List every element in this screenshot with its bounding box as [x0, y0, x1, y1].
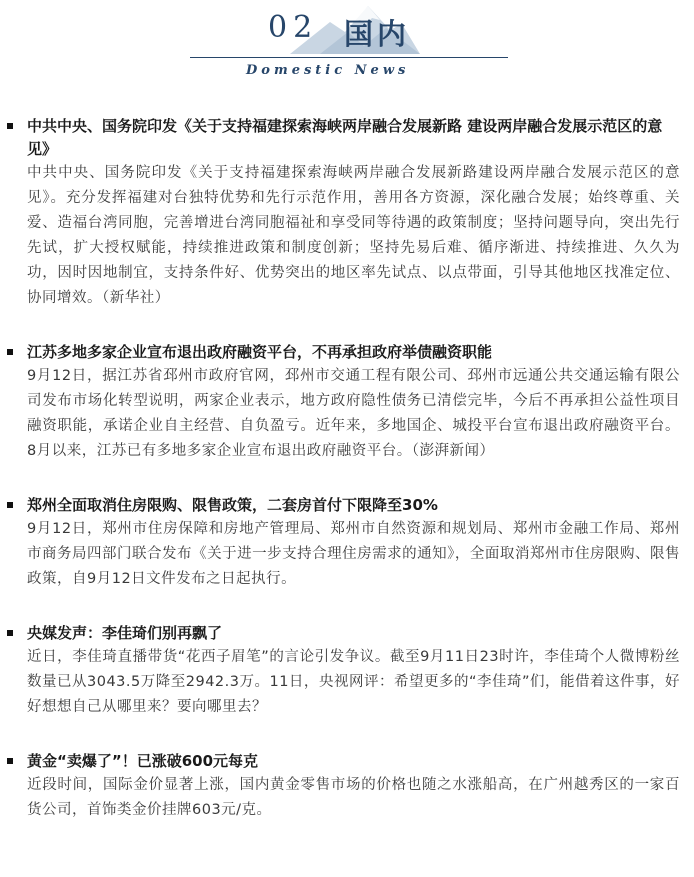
bullet-icon — [7, 758, 13, 764]
news-item — [0, 750, 694, 823]
news-title[interactable]: 中共中央、国务院印发《关于支持福建探索海峡两岸融合发展新路 建设两岸融合发展示范区的意见》 — [27, 117, 663, 158]
news-title[interactable]: 黄金“卖爆了”！已涨破600元每克 — [27, 752, 259, 770]
news-item — [0, 341, 694, 464]
section-title: 国内 — [344, 17, 411, 51]
news-title-row — [0, 750, 694, 773]
news-title[interactable]: 江苏多地多家企业宣布退出政府融资平台，不再承担政府举债融资职能 — [27, 343, 493, 361]
news-title-row — [0, 622, 694, 645]
section-header — [0, 0, 694, 95]
bullet-icon — [7, 123, 13, 129]
news-title[interactable]: 郑州全面取消住房限购、限售政策，二套房首付下限降至30% — [27, 496, 438, 514]
news-title-row — [0, 115, 694, 161]
news-title-row — [0, 341, 694, 364]
news-body: 9月12日，郑州市住房保障和房地产管理局、郑州市自然资源和规划局、郑州市金融工作局、郑州市商务局四部门联合发布《关于进一步支持合理住房需求的通知》，全面取消郑州市住房限购、限售政策，自9月12日文件发布之日起执行。 — [27, 521, 680, 587]
news-body: 中共中央、国务院印发《关于支持福建探索海峡两岸融合发展新路建设两岸融合发展示范区的意见》。充分发挥福建对台独特优势和先行示范作用，善用各方资源，深化融合发展；始终尊重、关爱、造福台湾同胞，完善增进台湾同胞福祉和享受同等待遇的政策制度；坚持问题导向，突出先行先试，扩大授权赋能，持续推进政策和制度创新；坚持先易后难、循序渐进、持续推进、久久为功，因时因地制宜，支持条件好、优势突出的地区率先试点、以点带面，引导其他地区找准定位、协同增效。（新华社） — [27, 165, 680, 306]
news-title-row — [0, 494, 694, 517]
section-subtitle: Domestic News — [246, 63, 410, 78]
news-body: 9月12日，据江苏省邳州市政府官网，邳州市交通工程有限公司、邳州市远通公共交通运输有限公司发布市场化转型说明，两家企业表示，地方政府隐性债务已清偿完毕，今后不再承担公益性项目融资职能，承诺企业自主经营、自负盈亏。近年来，多地国企、城投平台宣布退出政府融资平台。8月以来，江苏已有多地多家企业宣布退出政府融资平台。（澎湃新闻） — [27, 368, 680, 459]
news-item — [0, 622, 694, 720]
section-number: 02 — [268, 10, 319, 45]
news-list — [0, 115, 694, 853]
bullet-icon — [7, 349, 13, 355]
header-divider — [190, 57, 508, 58]
bullet-icon — [7, 630, 13, 636]
bullet-icon — [7, 502, 13, 508]
news-item — [0, 115, 694, 311]
news-body: 近日，李佳琦直播带货“花西子眉笔”的言论引发争议。截至9月11日23时许，李佳琦个人微博粉丝数量已从3043.5万降至2942.3万。11日，央视网评：希望更多的“李佳琦”们，能借着这件事，好好想想自己从哪里来？要向哪里去？ — [27, 649, 680, 715]
news-item — [0, 494, 694, 592]
news-title[interactable]: 央媒发声：李佳琦们别再飘了 — [27, 624, 223, 642]
news-body: 近段时间，国际金价显著上涨，国内黄金零售市场的价格也随之水涨船高，在广州越秀区的一家百货公司，首饰类金价挂牌603元/克。 — [27, 777, 680, 818]
